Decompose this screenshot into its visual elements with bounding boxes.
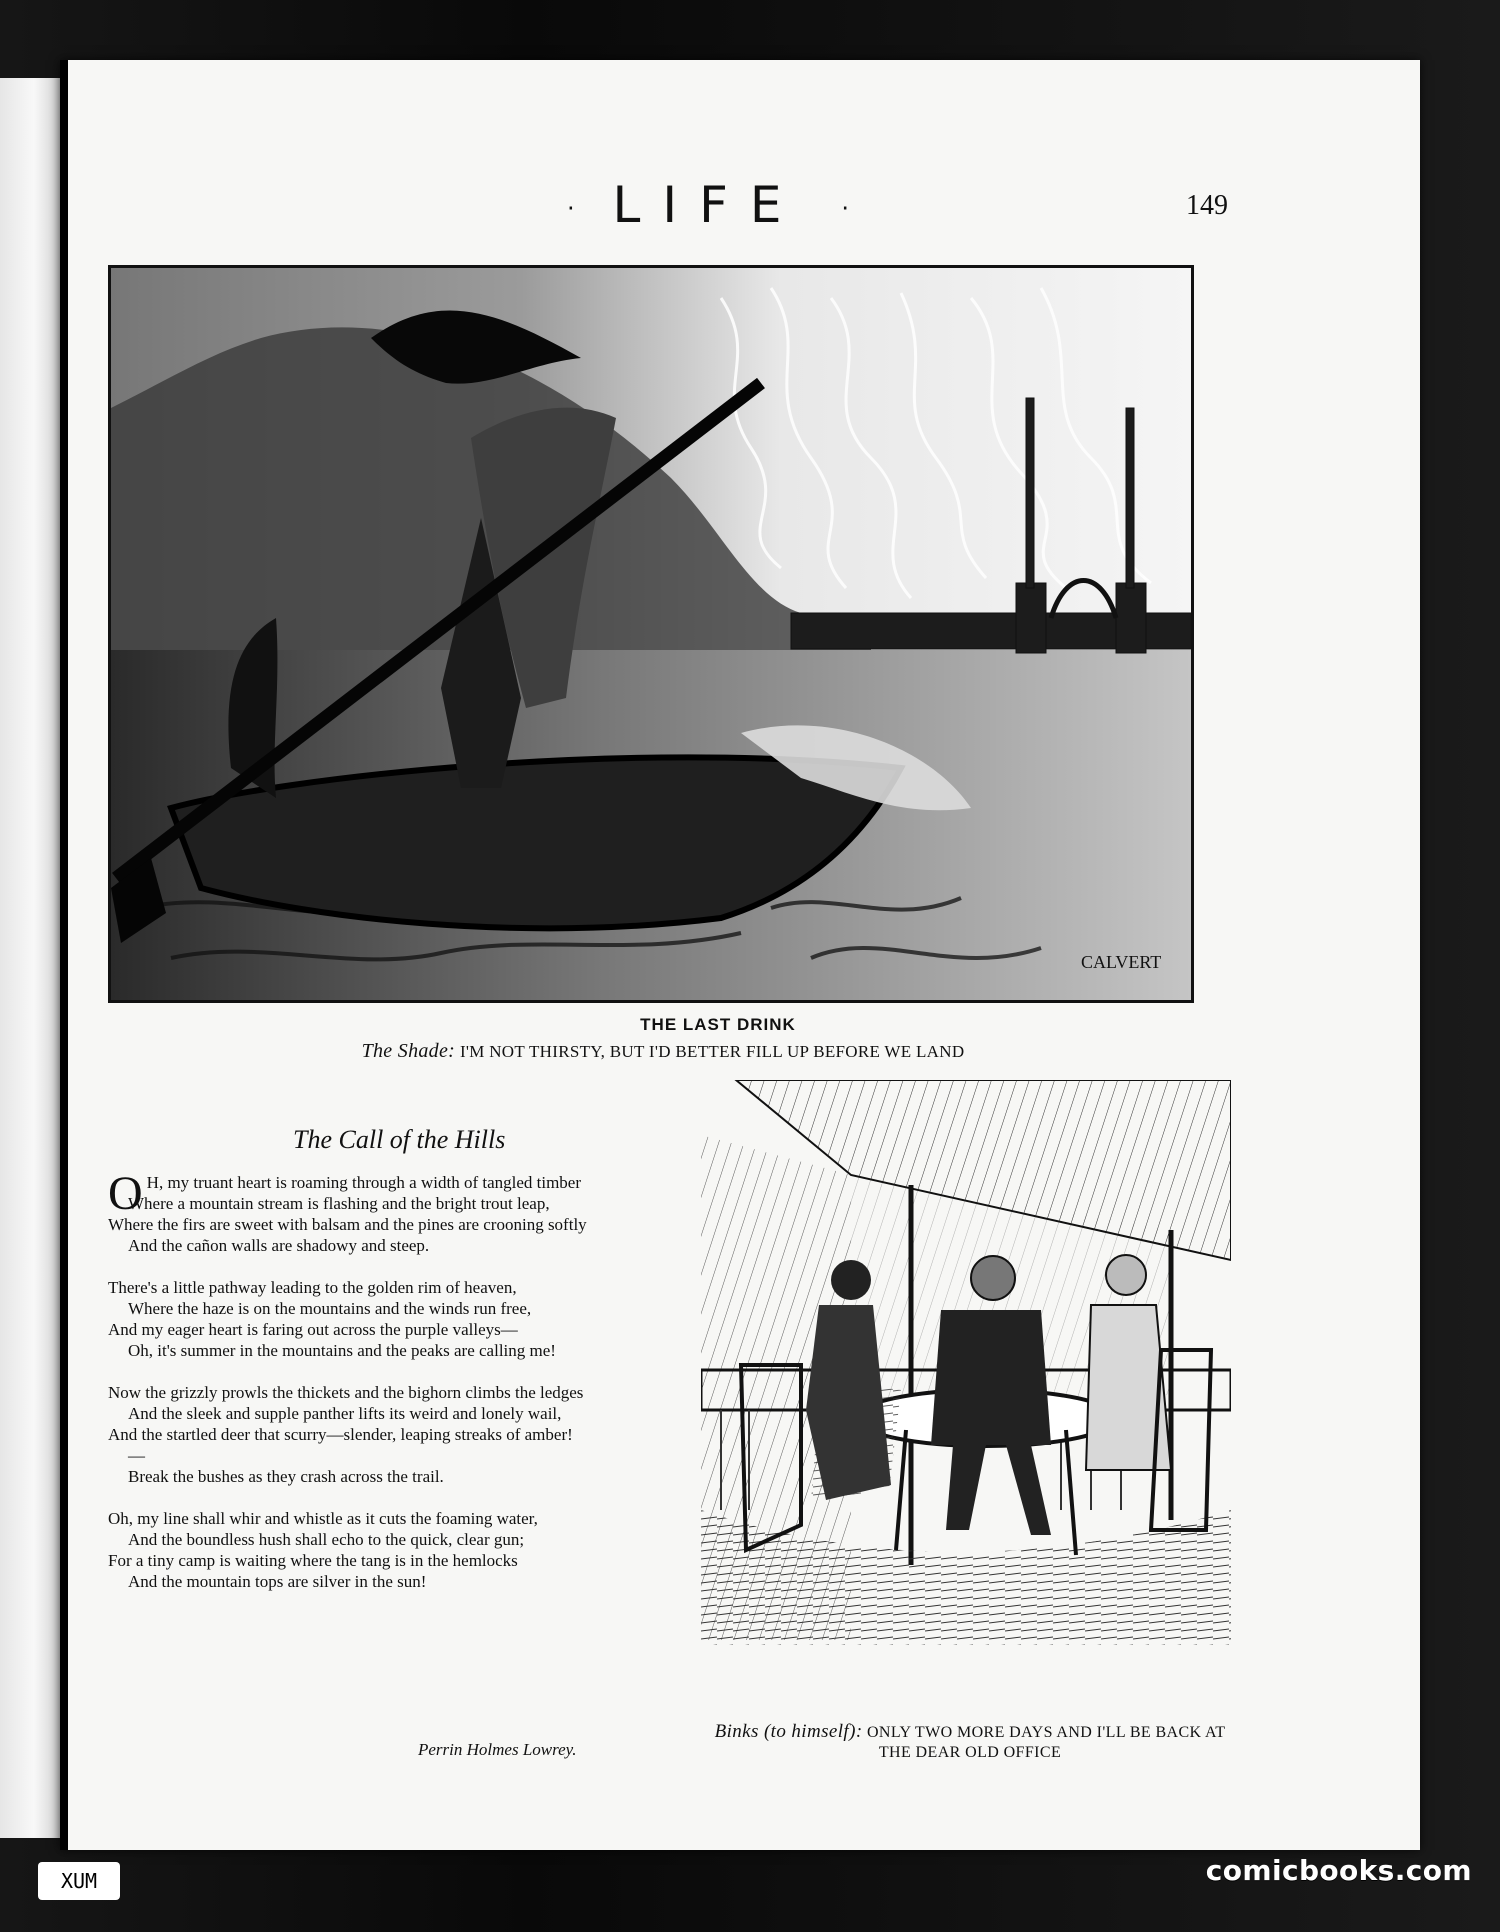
porch-cards-drawing: [701, 1080, 1231, 1645]
site-watermark: comicbooks.com: [1205, 1854, 1472, 1887]
masthead-dot-right: ·: [841, 194, 850, 223]
poem-line: And the sleek and supple panther lifts its weird and lonely wail,: [128, 1404, 562, 1423]
poem-body: [108, 1167, 588, 1613]
magazine-page: [60, 60, 1420, 1850]
poem-line: There's a little pathway leading to the golden rim of heaven,: [108, 1278, 517, 1297]
porch-caption-speech: ONLY TWO MORE DAYS AND I'LL BE BACK AT THE DEAR OLD OFFICE: [866, 1724, 1226, 1761]
poem-line: Break the bushes as they crash across the trail.: [128, 1467, 444, 1486]
poem-author: Perrin Holmes Lowrey.: [418, 1740, 577, 1759]
masthead-dot-left: ·: [566, 194, 575, 223]
last-drink-illustration: [108, 265, 1194, 1003]
caption-speaker: The Shade:: [361, 1040, 456, 1062]
scanner-label: XUM: [38, 1862, 120, 1900]
artist-signature: CALVERT: [1081, 952, 1162, 972]
stanza-2: [108, 1277, 588, 1361]
stanza-4: [108, 1508, 588, 1592]
poem-line: Now the grizzly prowls the thickets and the bighorn climbs the ledges: [108, 1383, 584, 1402]
poem-line: And the cañon walls are shadowy and steep.: [128, 1236, 430, 1255]
poem-title: The Call of the Hills: [293, 1125, 506, 1154]
cartoon-caption: [268, 1040, 1058, 1063]
porch-cartoon-caption: [700, 1722, 1240, 1763]
poem-line: And my eager heart is faring out across the purple valleys—: [108, 1320, 518, 1339]
poem-line: Oh, it's summer in the mountains and the peaks are calling me!: [128, 1341, 556, 1360]
poem-line: And the boundless hush shall echo to the quick, clear gun;: [128, 1530, 525, 1549]
porch-cards-illustration: [701, 1080, 1231, 1645]
cartoon-title: THE LAST DRINK: [640, 1015, 796, 1034]
last-drink-drawing: [111, 268, 1191, 1000]
left-page-edge: [0, 78, 65, 1838]
poem-line: Oh, my line shall whir and whistle as it cuts the foaming water,: [108, 1509, 538, 1528]
poem-line: Where the firs are sweet with balsam and the pines are crooning softly: [108, 1215, 587, 1234]
drop-cap: O: [108, 1167, 143, 1220]
poem-line: Where a mountain stream is flashing and the bright trout leap,: [128, 1194, 550, 1213]
stanza-3: [108, 1382, 588, 1487]
poem-line: Where the haze is on the mountains and the winds run free,: [128, 1299, 532, 1318]
poem-line: H, my truant heart is roaming through a width of tangled timber: [146, 1173, 582, 1192]
poem-line: And the startled deer that scurry—slender, leaping streaks of amber!—: [108, 1425, 573, 1465]
porch-caption-speaker: Binks (to himself):: [714, 1721, 863, 1742]
caption-speech: I'M NOT THIRSTY, BUT I'D BETTER FILL UP BEFORE WE LAND: [459, 1042, 965, 1061]
stanza-1: [108, 1167, 588, 1256]
masthead: [538, 176, 878, 234]
poem-line: For a tiny camp is waiting where the tang is in the hemlocks: [108, 1551, 518, 1570]
poem-line: And the mountain tops are silver in the sun!: [128, 1572, 427, 1591]
page-number: 149: [1186, 190, 1228, 221]
masthead-title: LIFE: [612, 176, 804, 234]
